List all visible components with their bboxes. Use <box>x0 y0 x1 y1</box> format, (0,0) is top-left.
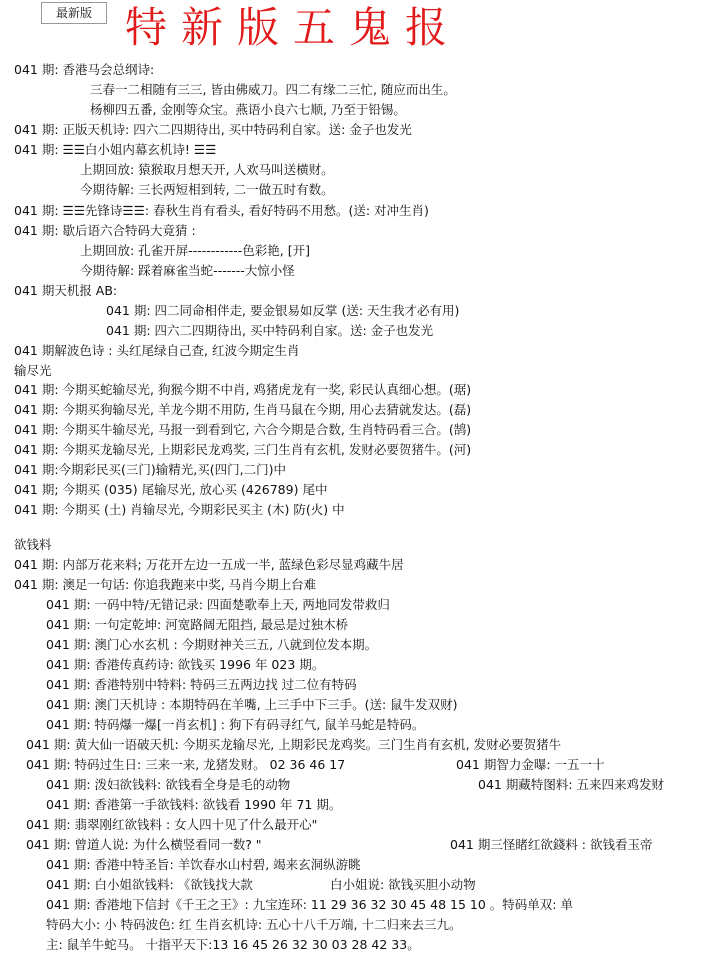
text-line-l46: 041 期: 香港地下信封《千王之王》: 九宝连环: 11 29 36 32 30 45 48 15 10 。特码单双: 单 <box>46 897 573 912</box>
text-line-l29: 041 期: 澳门心水玄机 : 今期财神关三五, 八就到位发本期。 <box>46 637 378 652</box>
text-line-l20: 041 期: 今期买龙输尽光, 上期彩民龙鸡奖, 三门生肖有玄机, 发财必要贺猪牛。(河) <box>14 442 472 457</box>
text-line-l34: 041 期: 黄大仙一语破天机: 今期买龙输尽光, 上期彩民龙鸡奖。三门生肖有玄机, 发财必要贺猪牛 <box>26 737 562 752</box>
page-title: 特新版五鬼报 <box>125 3 462 52</box>
text-line-l22: 041 期; 今期买 (035) 尾输尽光, 放心买 (426789) 尾中 <box>14 482 328 497</box>
text-line-l36: 041 期智力金曝: 一五一十 <box>456 757 605 772</box>
text-line-l10: 上期回放: 孔雀开屏------------色彩艳, [开] <box>80 243 311 258</box>
text-line-l38: 041 期藏特图料: 五来四来鸡发财 <box>478 777 665 792</box>
text-line-l27: 041 期: 一码中特/无错记录: 四面楚歌奉上天, 两地同发带救归 <box>46 597 390 612</box>
text-line-l06: 上期回放: 猿猴取月想天开, 人欢马叫送横财。 <box>80 162 334 177</box>
text-line-l26: 041 期: 澳足一句话: 你追我跑来中奖, 马肖今期上台难 <box>14 577 317 592</box>
text-line-l33: 041 期: 特码爆一爆[一肖玄机] : 狗下有码寻红气, 鼠羊马蛇是特码。 <box>46 717 425 732</box>
text-line-l44: 041 期: 白小姐欲钱料: 《欲钱找大款 <box>46 877 253 892</box>
text-line-l43: 041 期: 香港中特圣旨: 羊饮春水山村碧, 竭来玄洞纵游眺 <box>46 857 361 872</box>
text-line-l11: 今期待解: 踩着麻雀当蛇-------大惊小怪 <box>80 263 295 278</box>
text-line-l39: 041 期: 香港第一手欲钱料: 欲钱看 1990 年 71 期。 <box>46 797 342 812</box>
text-line-l01: 041 期: 香港马会总纲诗: <box>14 62 155 77</box>
text-line-l45: 白小姐说: 欲钱买胆小动物 <box>330 877 476 892</box>
text-line-l48: 主: 鼠羊牛蛇马。 十指平天下:13 16 45 26 32 30 03 28 42 33。 <box>46 937 420 952</box>
text-line-l02: 三春一二相随有三三, 皆由佛威刀。四二有缘二三忙, 随应而出生。 <box>90 82 456 97</box>
text-line-l24: 欲钱料 <box>14 537 52 552</box>
text-line-l09: 041 期: 歇后语六合特码大竟猜 : <box>14 223 196 238</box>
text-line-l21: 041 期:今期彩民买(三门)输精光,买(四门,二门)中 <box>14 462 286 477</box>
text-line-l47: 特码大小: 小 特码波色: 红 生肖玄机诗: 五心十八千万端, 十二归来去三九。 <box>46 917 462 932</box>
text-line-l16: 输尽光 <box>14 363 52 378</box>
text-line-l37: 041 期: 泼妇欲钱料: 欲钱看全身是毛的动物 <box>46 777 291 792</box>
text-line-l07: 今期待解: 三长两短相到转, 二一做五时有数。 <box>80 182 334 197</box>
text-line-l31: 041 期: 香港特别中特料: 特码三五两边找 过二位有特码 <box>46 677 357 692</box>
text-line-l42: 041 期三怪睹红欲錢料 : 欲钱看玉帝 <box>450 837 653 852</box>
text-line-l18: 041 期: 今期买狗输尽光, 羊龙今期不用防, 生肖马鼠在今期, 用心去猜就发达。(磊) <box>14 402 472 417</box>
text-line-l13: 041 期: 四二同命相伴走, 要金银易如反掌 (送: 天生我才必有用) <box>106 303 460 318</box>
text-line-l04: 041 期: 正版天机诗: 四六二四期待出, 买中特码利自家。送: 金子也发光 <box>14 122 412 137</box>
text-line-l40: 041 期: 翡翠刚红欲钱料 : 女人四十见了什么最开心" <box>26 817 318 832</box>
text-line-l41: 041 期: 曾道人说: 为什么横竖看同一数? " <box>26 837 262 852</box>
version-badge: 最新版 <box>41 2 107 24</box>
text-line-l14: 041 期: 四六二四期待出, 买中特码利自家。送: 金子也发光 <box>106 323 434 338</box>
text-line-l12: 041 期天机报 AB: <box>14 283 118 298</box>
text-line-l15: 041 期解波色诗 : 头红尾绿自己查, 红波今期定生肖 <box>14 343 300 358</box>
text-line-l17: 041 期: 今期买蛇输尽光, 狗猴今期不中肖, 鸡猪虎龙有一奖, 彩民认真细心想。(琚) <box>14 382 472 397</box>
text-line-l08: 041 期: ☰☰先锋诗☰☰: 春秋生肖有看头, 看好特码不用愁。(送: 对冲生肖) <box>14 203 429 218</box>
text-line-l30: 041 期: 香港传真药诗: 欲钱买 1996 年 023 期。 <box>46 657 325 672</box>
text-line-l19: 041 期: 今期买牛输尽光, 马报一到看到它, 六合今期是合数, 生肖特码看三合。(鹄) <box>14 422 472 437</box>
text-line-l32: 041 期: 澳门天机诗 : 本期特码在羊嘴, 上三手中下三手。(送: 鼠牛发双财) <box>46 697 458 712</box>
text-line-l03: 杨柳四五番, 金刚等众宝。燕语小良六七顺, 乃至于铅锡。 <box>90 102 406 117</box>
text-line-l35: 041 期: 特码过生日: 三来一来, 龙猪发财。 02 36 46 17 <box>26 757 346 772</box>
text-line-l23: 041 期: 今期买 (土) 肖输尽光, 今期彩民买主 (木) 防(火) 中 <box>14 502 345 517</box>
text-line-l28: 041 期: 一句定乾坤: 河宽路阔无阻挡, 最忌是过独木桥 <box>46 617 349 632</box>
text-line-l25: 041 期: 内部万花来料; 万花开左边一五成一半, 蓝绿色彩尽显鸡藏牛居 <box>14 557 404 572</box>
text-line-l05: 041 期: ☰☰白小姐内幕玄机诗! ☰☰ <box>14 142 217 157</box>
